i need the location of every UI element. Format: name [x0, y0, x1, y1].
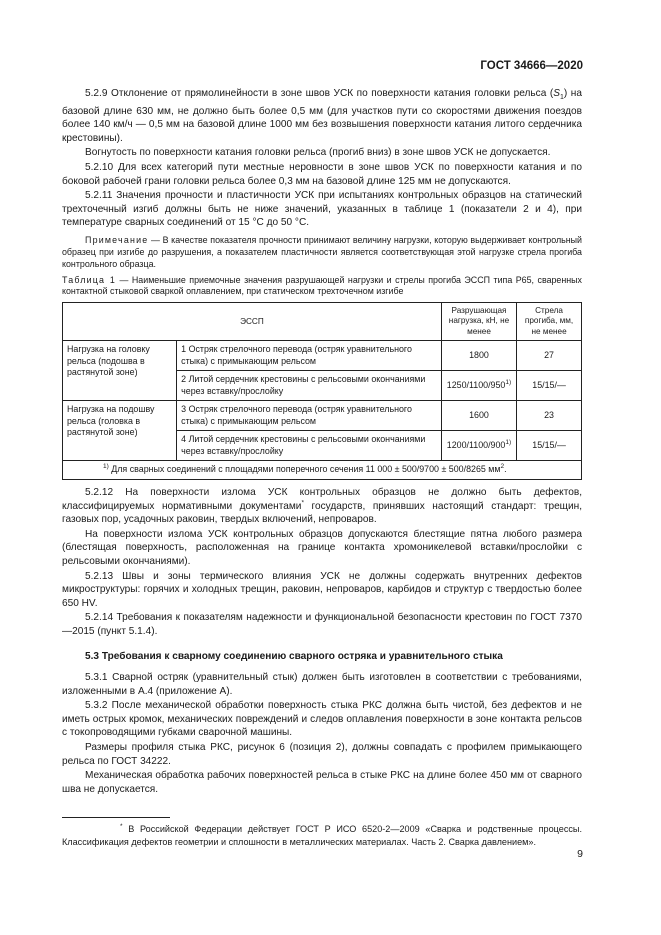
header-load: Разрушающая нагрузка, кН, не менее: [441, 302, 516, 341]
paragraph-5-2-9: 5.2.9 Отклонение от прямолинейности в зоне швов УСК по поверхности катания головки рельса $(S_1)$ на базовой длине 630 мм, не должно быть более 0,5 мм (для участков пути со скоростями движения поездов более 140 км/ч — 0,5 мм на базовой длине 1000 мм без возвышения поверхности катания литого сердечника крестовины).: [62, 88, 582, 144]
table-header-row: [63, 302, 582, 341]
paragraph-5-2-13: 5.2.13 Швы и зоны термического влияния УСК не должны содержать внутренних дефектов микроструктуры: горячих и холодных трещин, раковин, непроваров, карбидов и структур с твердостью более 650 HV.: [62, 570, 582, 609]
paragraph-profile: Размеры профиля стыка РКС, рисунок 6 (позиция 2), должны совпадать с профилем примыкающего рельса по ГОСТ 34222.: [62, 742, 582, 767]
header-deflection: Стрела прогиба, мм, не менее: [517, 302, 582, 341]
footnote: * В Российской Федерации действует ГОСТ Р ИСО 6520-2—2009 «Сварка и родственные процессы. Классификация дефектов геометрии и сплошности в металлических материалах. Часть 2. Сварка давлением».: [62, 822, 582, 847]
section-heading-5-3: 5.3 Требования к сварному соединению сварного остряка и уравнительного стыка: [85, 651, 503, 663]
paragraph-5-2-10: 5.2.10 Для всех категорий пути местные неровности в зоне швов УСК по поверхности катания и по боковой рабочей грани головки рельса более 0,3 мм на базовой длине 125 мм не допускаются.: [62, 161, 582, 187]
table-row: 2 Литой сердечник крестовины с рельсовыми окончаниями через вставку/прослойку 1250/1100/950$^{1)}$ 15/15/—: [63, 371, 582, 401]
note-label: Примечание: [85, 234, 149, 245]
group-head-load: Нагрузка на головку рельса (подошва в растянутой зоне): [63, 341, 177, 401]
footnote-ref: *: [301, 499, 304, 507]
footnote-divider: [62, 817, 170, 818]
paragraph-5-3-2: 5.3.2 После механической обработки поверхность стыка РКС должна быть чистой, без дефектов и не иметь острых кромок, механических повреждений и следов оплавления поверхности в зоне контакта рельсов с токопроводящими губками сварочной машины.: [62, 700, 582, 739]
table-row: Нагрузка на подошву рельса (головка в растянутой зоне) 3 Остряк стрелочного перевода (остряк уравнительного стыка) с примыкающим рельсом 1600 23: [63, 401, 582, 431]
paragraph-machining: Механическая обработка рабочих поверхностей рельса в стыке РКС на длине более 450 мм от сварного шва не допускается.: [62, 770, 582, 795]
paragraph-5-2-11: 5.2.11 Значения прочности и пластичности УСК при испытаниях контрольных образцов на статический трехточечный изгиб должны быть не ниже значений, указанных в таблице 1 (показатели 2 и 4), при температуре сварных соединений от 15 °С до 50 °С.: [62, 190, 582, 229]
note-text: — В качестве показателя прочности принимают величину нагрузки, которую выдерживает контрольный образец при изгибе до разрушения, а показателем пластичности является соответствующая этой нагрузке стрела прогиба контрольного образца.: [62, 234, 582, 269]
paragraph-bright-spots: На поверхности излома УСК контрольных образцов допускаются блестящие пятна любого размера (блестящая поверхность, расположенная на границе контакта хромоникелевой вставки/прослойки с рельсовыми окончаниями).: [62, 528, 582, 567]
table-1: [62, 302, 582, 480]
document-body: [62, 87, 582, 797]
paragraph-concavity: Вогнутость по поверхности катания головки рельса (прогиб вниз) в зоне швов УСК не допускается.: [85, 147, 551, 159]
table-row: 4 Литой сердечник крестовины с рельсовыми окончаниями через вставку/прослойку 1200/1100/900$^{1)}$ 15/15/—: [63, 431, 582, 461]
note: [62, 234, 582, 270]
paragraph-5-3-1: 5.3.1 Сварной остряк (уравнительный стык) должен быть изготовлен в соответствии с требованиями, изложенными в А.4 (приложение А).: [62, 672, 582, 697]
page-number: 9: [577, 848, 583, 860]
table-caption: Таблица 1 — Наименьшие приемочные значения разрушающей нагрузки и стрелы прогиба ЭССП типа Р65, сваренных контактной стыковой сваркой оплавлением, при статическом трехточечном изгибе: [62, 274, 582, 297]
document-header: ГОСТ 34666—2020: [480, 60, 583, 72]
header-essp: ЭССП: [63, 302, 442, 341]
paragraph-5-2-14: 5.2.14 Требования к показателям надежности и функциональной безопасности крестовин по ГОСТ 7370—2015 (пункт 5.1.4).: [62, 612, 582, 637]
symbol-s1: S: [553, 88, 560, 99]
paragraph-5-2-12: 5.2.12 На поверхности излома УСК контрольных образцов не должно быть дефектов, классифицируемых нормативными документами* государств, принявших настоящий стандарт: трещин, газовых пор, усадочных раковин, твердых включений, непроваров.: [62, 486, 582, 526]
table-row: Нагрузка на головку рельса (подошва в растянутой зоне) 1 Остряк стрелочного перевода (остряк уравнительного стыка) с примыкающим рельсом 1800 27: [63, 341, 582, 371]
group-foot-load: Нагрузка на подошву рельса (головка в растянутой зоне): [63, 401, 177, 461]
table-footnote-row: $^{1)}$ Для сварных соединений с площадями поперечного сечения 11 000 ± 500/9700 ± 500/8265 $мм^2$.: [63, 461, 582, 480]
